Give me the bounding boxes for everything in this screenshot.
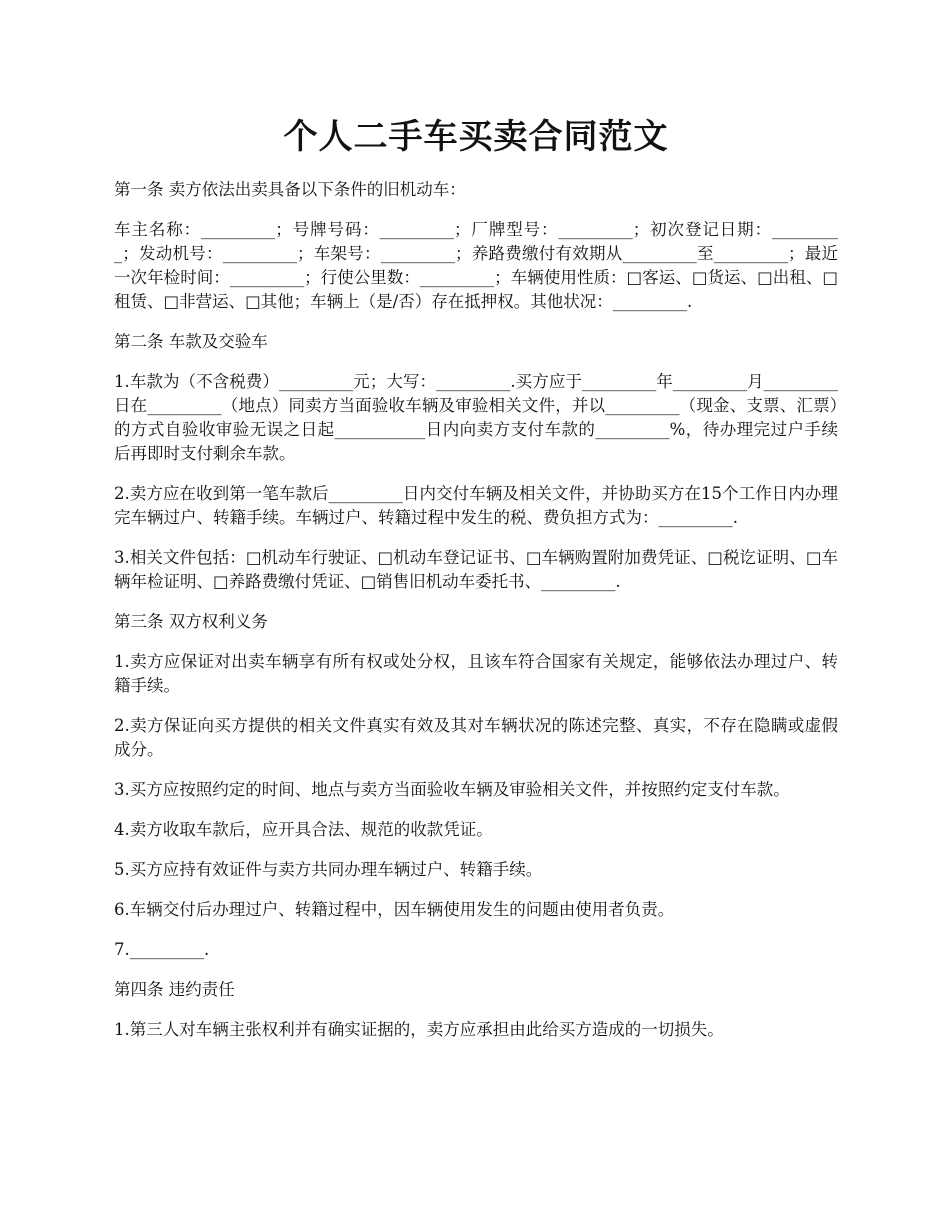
clause-4-1: 1.第三人对车辆主张权利并有确实证据的，卖方应承担由此给买方造成的一切损失。 <box>114 1020 724 1039</box>
article-4-heading: 第四条 违约责任 <box>114 980 235 999</box>
vehicle-details-paragraph: 车主名称：_________；号牌号码：_________；厂牌型号：_________；初次登记日期：_________；发动机号：_________；车架号：_________；养路费缴付有效期从_________至_________；最近一次年检时间：_________；行使公里数：_________；车辆使用性质：□客运、□货运、□出租、□租赁、□非营运、□其他；车辆上（是/否）存在抵押权。其他状况：_________. <box>114 220 839 311</box>
clause-2-1: 1.车款为（不含税费）_________元；大写：_________.买方应于_________年_________月_________日在_________（地点）同卖方当面验收车辆及审验相关文件，并以_________（现金、支票、汇票）的方式自验收审验无误之日起___________日内向卖方支付车款的_________%，待办理完过户手续后再即时支付剩余车款。 <box>114 372 838 463</box>
clause-2-3: 3.相关文件包括：□机动车行驶证、□机动车登记证书、□车辆购置附加费凭证、□税讫证明、□车辆年检证明、□养路费缴付凭证、□销售旧机动车委托书、_________. <box>114 548 838 591</box>
clause-3-6: 6.车辆交付后办理过户、转籍过程中，因车辆使用发生的问题由使用者负责。 <box>114 900 675 919</box>
clause-3-1: 1.卖方应保证对出卖车辆享有所有权或处分权，且该车符合国家有关规定，能够依法办理过户、转籍手续。 <box>114 652 838 695</box>
article-2-heading: 第二条 车款及交验车 <box>114 332 268 351</box>
article-3-heading: 第三条 双方权利义务 <box>114 612 268 631</box>
document-body <box>114 178 838 1042</box>
clause-3-2: 2.卖方保证向买方提供的相关文件真实有效及其对车辆状况的陈述完整、真实，不存在隐瞒或虚假成分。 <box>114 716 838 759</box>
clause-3-3: 3.买方应按照约定的时间、地点与卖方当面验收车辆及审验相关文件，并按照约定支付车款。 <box>114 780 790 799</box>
clause-3-4: 4.卖方收取车款后，应开具合法、规范的收款凭证。 <box>114 820 493 839</box>
clause-2-2: 2.卖方应在收到第一笔车款后_________日内交付车辆及相关文件，并协助买方在15个工作日内办理完车辆过户、转籍手续。车辆过户、转籍过程中发生的税、费负担方式为：_________. <box>114 484 838 527</box>
article-1-heading: 第一条 卖方依法出卖具备以下条件的旧机动车： <box>114 180 466 199</box>
clause-3-7: 7._________. <box>114 940 210 959</box>
document-title: 个人二手车买卖合同范文 <box>283 117 669 157</box>
clause-3-5: 5.买方应持有效证件与卖方共同办理车辆过户、转籍手续。 <box>114 860 543 879</box>
